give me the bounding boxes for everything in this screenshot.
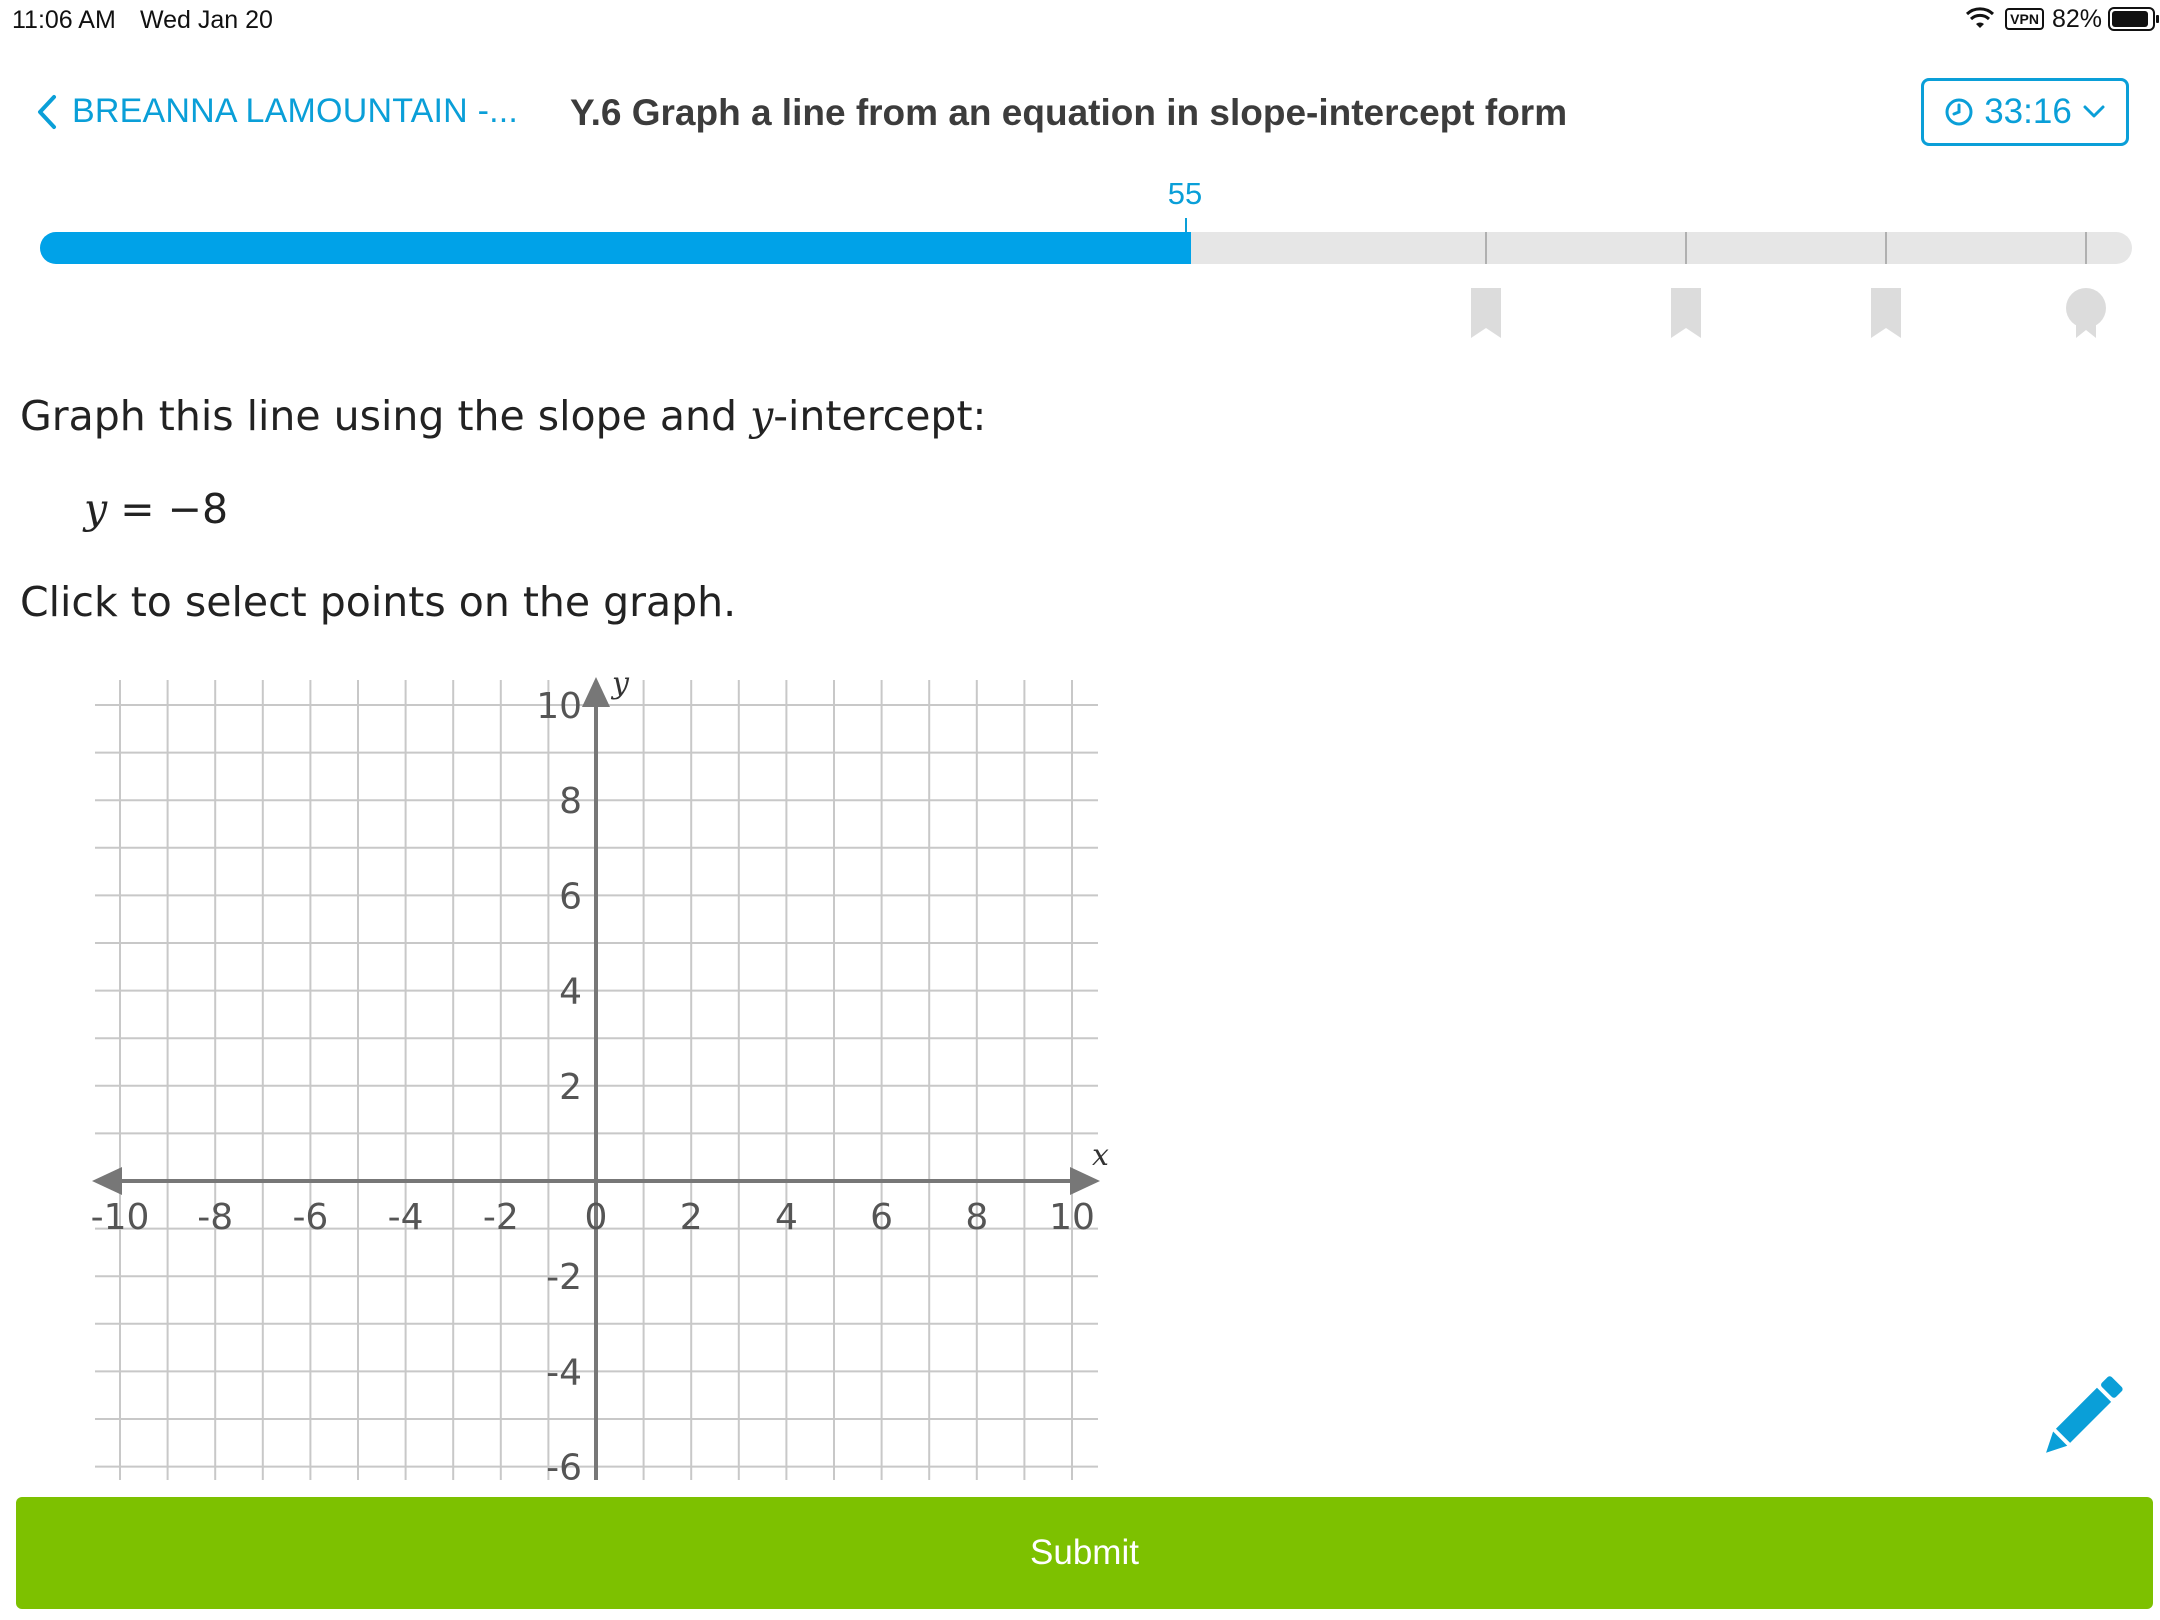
status-bar xyxy=(0,0,2160,40)
x-tick-label: 0 xyxy=(584,1197,608,1238)
x-tick-label: -2 xyxy=(482,1197,519,1238)
milestone-tick xyxy=(1485,232,1487,264)
milestone-tick xyxy=(1885,232,1887,264)
bookmark-icon xyxy=(1471,288,1501,338)
timer-label: 33:16 xyxy=(1984,92,2072,131)
page-title: Y.6 Graph a line from an equation in slope-intercept form xyxy=(570,92,1568,133)
progress-fill xyxy=(40,232,1191,264)
y-tick-label: 6 xyxy=(559,876,582,918)
header xyxy=(0,72,2160,152)
x-tick-label: 6 xyxy=(870,1197,894,1238)
y-tick-label: 2 xyxy=(559,1066,582,1108)
chevron-left-icon xyxy=(36,94,58,130)
status-date: Wed Jan 20 xyxy=(140,6,273,34)
x-tick-label: -4 xyxy=(387,1197,424,1238)
timer-button[interactable] xyxy=(1921,78,2129,146)
smartscore-value: 55 xyxy=(1167,176,1203,211)
equation-variable: y xyxy=(84,485,108,533)
milestone-tick xyxy=(1685,232,1687,264)
x-tick-label: 4 xyxy=(774,1197,798,1238)
back-label: BREANNA LAMOUNTAIN -... xyxy=(72,92,519,130)
y-tick-label: -4 xyxy=(546,1352,582,1394)
equation-rest: = −8 xyxy=(107,485,229,533)
vpn-badge: VPN xyxy=(2005,8,2044,30)
y-tick-label: 8 xyxy=(559,781,582,823)
x-tick-label: -6 xyxy=(292,1197,329,1238)
bookmark-icon xyxy=(1871,288,1901,338)
x-tick-label: -10 xyxy=(90,1197,150,1238)
x-tick-label: 2 xyxy=(679,1197,703,1238)
back-button[interactable] xyxy=(36,92,518,131)
milestone-tick xyxy=(2085,232,2087,264)
status-indicators xyxy=(1965,4,2160,34)
y-axis-label: y xyxy=(612,666,629,701)
pencil-icon[interactable] xyxy=(2030,1366,2130,1466)
x-tick-label: 8 xyxy=(965,1197,989,1238)
graph-canvas[interactable] xyxy=(0,660,1140,1480)
prompt-variable: y xyxy=(750,392,774,440)
x-axis-label: x xyxy=(1092,1138,1109,1173)
clock-icon xyxy=(1944,97,1974,127)
battery-percent: 82% xyxy=(2051,4,2102,33)
y-tick-label: 10 xyxy=(536,686,582,727)
question-prompt xyxy=(20,392,986,440)
coordinate-graph[interactable] xyxy=(0,660,1140,1480)
y-tick-label: -6 xyxy=(546,1447,582,1480)
x-tick-label: 10 xyxy=(1049,1197,1095,1238)
equation xyxy=(84,485,228,533)
status-time: 11:06 AM xyxy=(12,6,116,34)
x-axis-arrow-left xyxy=(92,1167,122,1195)
bookmark-icon xyxy=(1671,288,1701,338)
prompt-text-before: Graph this line using the slope and xyxy=(20,392,751,440)
y-axis-arrow-up xyxy=(582,677,610,707)
award-ribbon-icon xyxy=(2064,288,2108,338)
progress-bar xyxy=(40,232,2132,264)
instruction: Click to select points on the graph. xyxy=(20,578,737,626)
prompt-text-after: -intercept: xyxy=(773,392,987,440)
battery-icon xyxy=(2108,7,2160,31)
wifi-icon xyxy=(1965,7,1995,31)
x-tick-label: -8 xyxy=(197,1197,234,1238)
submit-button[interactable]: Submit xyxy=(16,1497,2153,1609)
y-tick-label: 4 xyxy=(559,971,582,1013)
chevron-down-icon xyxy=(2082,104,2106,120)
y-tick-label: -2 xyxy=(546,1257,582,1299)
